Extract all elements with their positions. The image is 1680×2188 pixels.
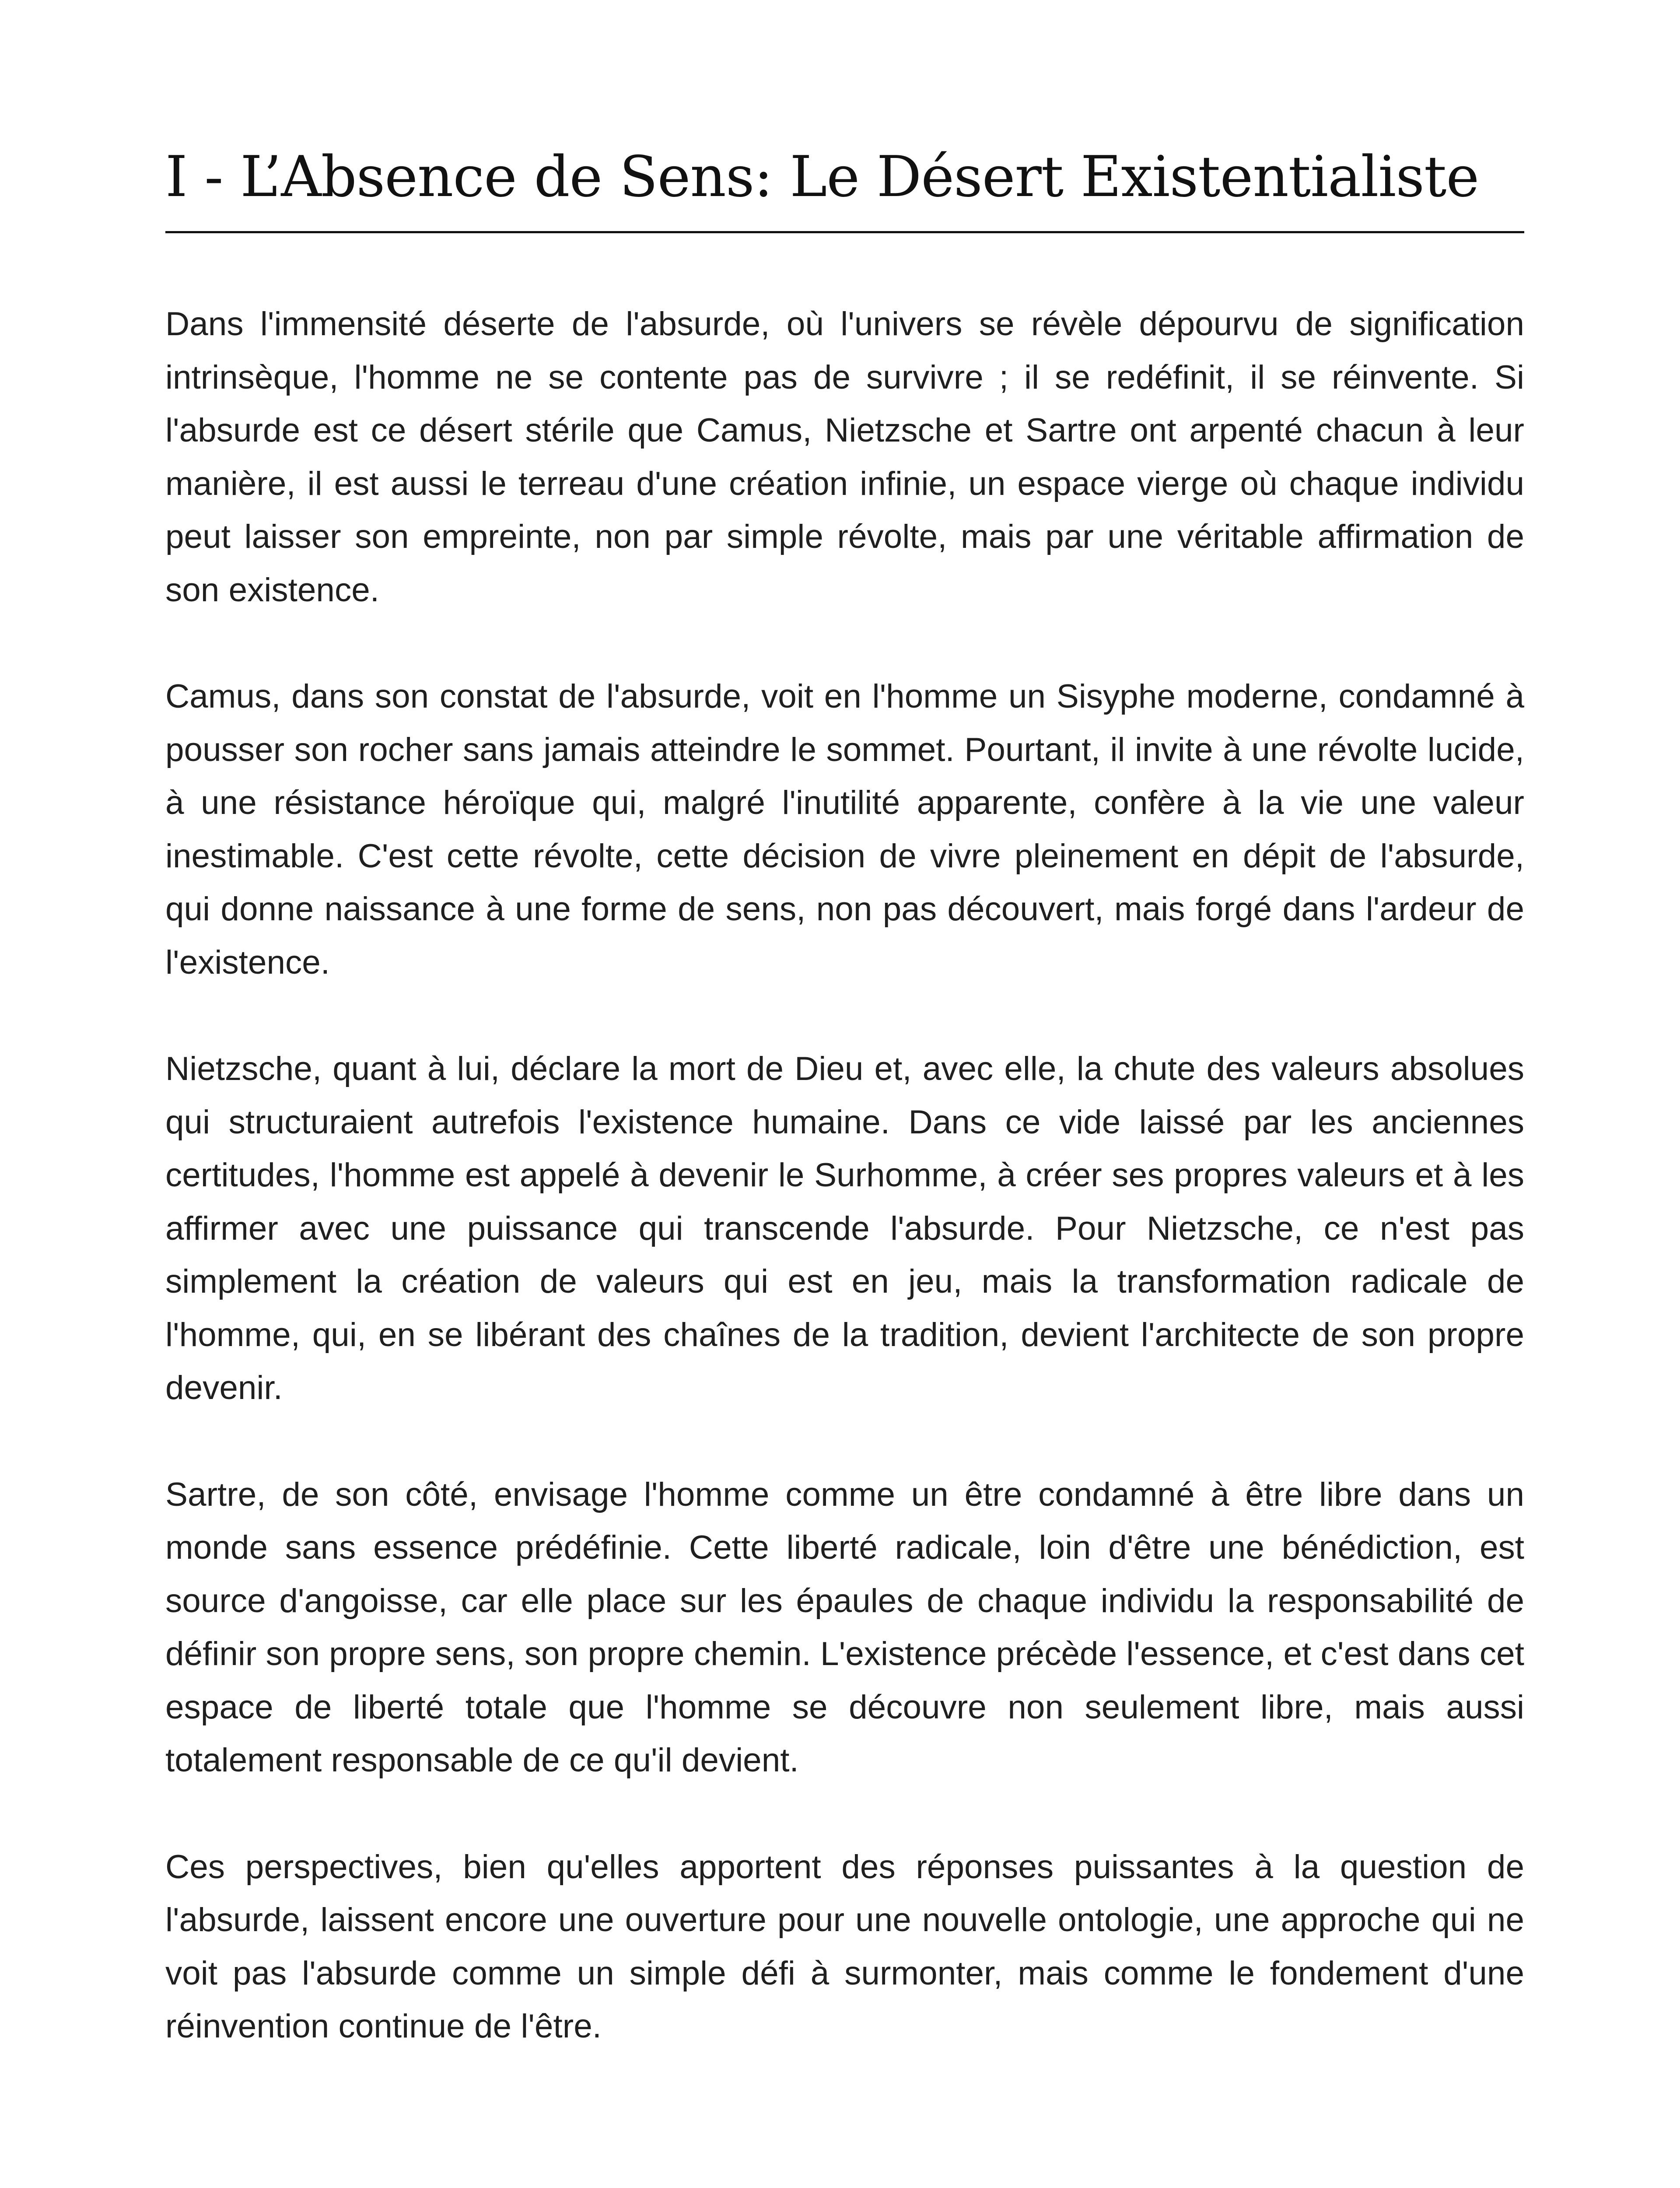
paragraph-3: Nietzsche, quant à lui, déclare la mort de Dieu et, avec elle, la chute des valeurs absolues qui structuraient autrefois l'existence humaine. Dans ce vide laissé par les anciennes certitudes, l'homme est appelé à devenir le Surhomme, à créer ses propres valeurs et à les affirmer avec une puissance qui transcende l'absurde. Pour Nietzsche, ce n'est pas simplement la création de valeurs qui est en jeu, mais la transformation radicale de l'homme, qui, en se libérant des chaînes de la tradition, devient l'architecte de son propre devenir. [165, 1050, 1524, 1406]
paragraph-2: Camus, dans son constat de l'absurde, voit en l'homme un Sisyphe moderne, condamné à pousser son rocher sans jamais atteindre le sommet. Pourtant, il invite à une révolte lucide, à une résistance héroïque qui, malgré l'inutilité apparente, confère à la vie une valeur inestimable. C'est cette révolte, cette décision de vivre pleinement en dépit de l'absurde, qui donne naissance à une forme de sens, non pas découvert, mais forgé dans l'ardeur de l'existence. [165, 678, 1524, 981]
paragraph-5: Ces perspectives, bien qu'elles apportent des réponses puissantes à la question de l'absurde, laissent encore une ouverture pour une nouvelle ontologie, une approche qui ne voit pas l'absurde comme un simple défi à surmonter, mais comme le fondement d'une réinvention continue de l'être. [165, 1848, 1524, 2045]
title-divider [165, 231, 1524, 233]
chapter-title: I - L’Absence de Sens: Le Désert Existentialiste [165, 144, 1479, 210]
paragraph-4: Sartre, de son côté, envisage l'homme comme un être condamné à être libre dans un monde sans essence prédéfinie. Cette liberté radicale, loin d'être une bénédiction, est source d'angoisse, car elle place sur les épaules de chaque individu la responsabilité de définir son propre sens, son propre chemin. L'existence précède l'essence, et c'est dans cet espace de liberté totale que l'homme se découvre non seulement libre, mais aussi totalement responsable de ce qu'il devient. [165, 1476, 1524, 1779]
paragraph-1: Dans l'immensité déserte de l'absurde, où l'univers se révèle dépourvu de signification intrinsèque, l'homme ne se contente pas de survivre ; il se redéfinit, il se réinvente. Si l'absurde est ce désert stérile que Camus, Nietzsche et Sartre ont arpenté chacun à leur manière, il est aussi le terreau d'une création infinie, un espace vierge où chaque individu peut laisser son empreinte, non par simple révolte, mais par une véritable affirmation de son existence. [165, 305, 1524, 609]
body-text [165, 298, 1524, 2107]
